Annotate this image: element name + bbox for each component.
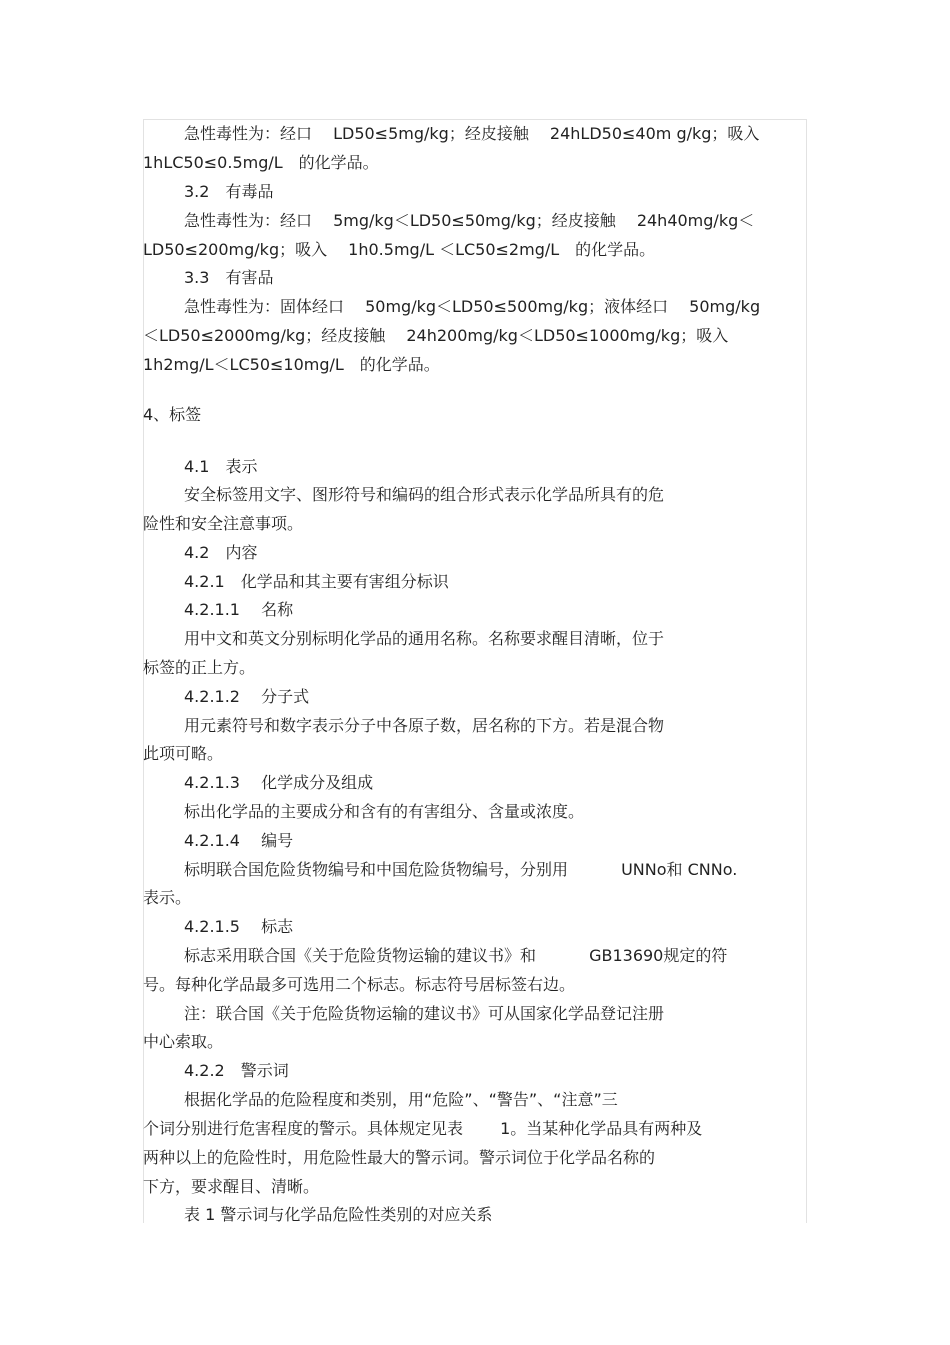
section-heading: 4.2 内容 xyxy=(184,543,258,562)
section-heading: 4.2.1.1 名称 xyxy=(184,600,294,619)
text-line: 号。每种化学品最多可选用二个标志。标志符号居标签右边。 xyxy=(143,975,576,994)
text-line: 个词分别进行危害程度的警示。具体规定见表 1。当某种化学品具有两种及 xyxy=(143,1119,703,1138)
text-line: 急性毒性为：经口 5mg/kg＜LD50≤50mg/kg；经皮接触 24h40mg/kg＜ xyxy=(184,211,755,230)
text-line: 下方，要求醒目、清晰。 xyxy=(143,1177,320,1196)
text-line: 1hLC50≤0.5mg/L 的化学品。 xyxy=(143,153,379,172)
text-line: 两种以上的危险性时，用危险性最大的警示词。警示词位于化学品名称的 xyxy=(143,1148,656,1167)
text-line: 标签的正上方。 xyxy=(143,658,256,677)
text-line: 用元素符号和数字表示分子中各原子数，居名称的下方。若是混合物 xyxy=(184,716,665,735)
text-line: 根据化学品的危险程度和类别，用“危险”、“警告”、“注意”三 xyxy=(184,1090,618,1109)
section-heading: 4.2.1.4 编号 xyxy=(184,831,294,850)
section-heading: 4.2.1.3 化学成分及组成 xyxy=(184,773,374,792)
section-heading: 3.2 有毒品 xyxy=(184,182,274,201)
section-heading: 4、标签 xyxy=(143,405,202,424)
text-line: 安全标签用文字、图形符号和编码的组合形式表示化学品所具有的危 xyxy=(184,485,665,504)
note-line: 注：联合国《关于危险货物运输的建议书》可从国家化学品登记注册 xyxy=(184,1004,665,1023)
text-line: 急性毒性为：经口 LD50≤5mg/kg；经皮接触 24hLD50≤40m g/kg；吸入 xyxy=(184,124,760,143)
text-line: 用中文和英文分别标明化学品的通用名称。名称要求醒目清晰，位于 xyxy=(184,629,665,648)
text-line: 标明联合国危险货物编号和中国危险货物编号，分别用 UNNo和 CNNo. xyxy=(184,860,738,879)
table-caption: 表 1 警示词与化学品危险性类别的对应关系 xyxy=(184,1205,493,1224)
note-line: 中心索取。 xyxy=(143,1032,224,1051)
section-heading: 3.3 有害品 xyxy=(184,268,274,287)
text-line: 标志采用联合国《关于危险货物运输的建议书》和 GB13690规定的符 xyxy=(184,946,728,965)
section-heading: 4.2.2 警示词 xyxy=(184,1061,289,1080)
section-heading: 4.2.1.2 分子式 xyxy=(184,687,310,706)
text-line: 标出化学品的主要成分和含有的有害组分、含量或浓度。 xyxy=(184,802,585,821)
text-line: 1h2mg/L＜LC50≤10mg/L 的化学品。 xyxy=(143,355,440,374)
text-line: LD50≤200mg/kg；吸入 1h0.5mg/L ＜LC50≤2mg/L 的化学品。 xyxy=(143,240,656,259)
text-line: 表示。 xyxy=(143,888,192,907)
section-heading: 4.2.1 化学品和其主要有害组分标识 xyxy=(184,572,449,591)
text-line: 急性毒性为：固体经口 50mg/kg＜LD50≤500mg/kg；液体经口 50mg/kg xyxy=(184,297,761,316)
text-line: 险性和安全注意事项。 xyxy=(143,514,304,533)
section-heading: 4.1 表示 xyxy=(184,457,258,476)
text-line: ＜LD50≤2000mg/kg；经皮接触 24h200mg/kg＜LD50≤1000mg/kg；吸入 xyxy=(143,326,729,345)
text-line: 此项可略。 xyxy=(143,744,224,763)
section-heading: 4.2.1.5 标志 xyxy=(184,917,294,936)
